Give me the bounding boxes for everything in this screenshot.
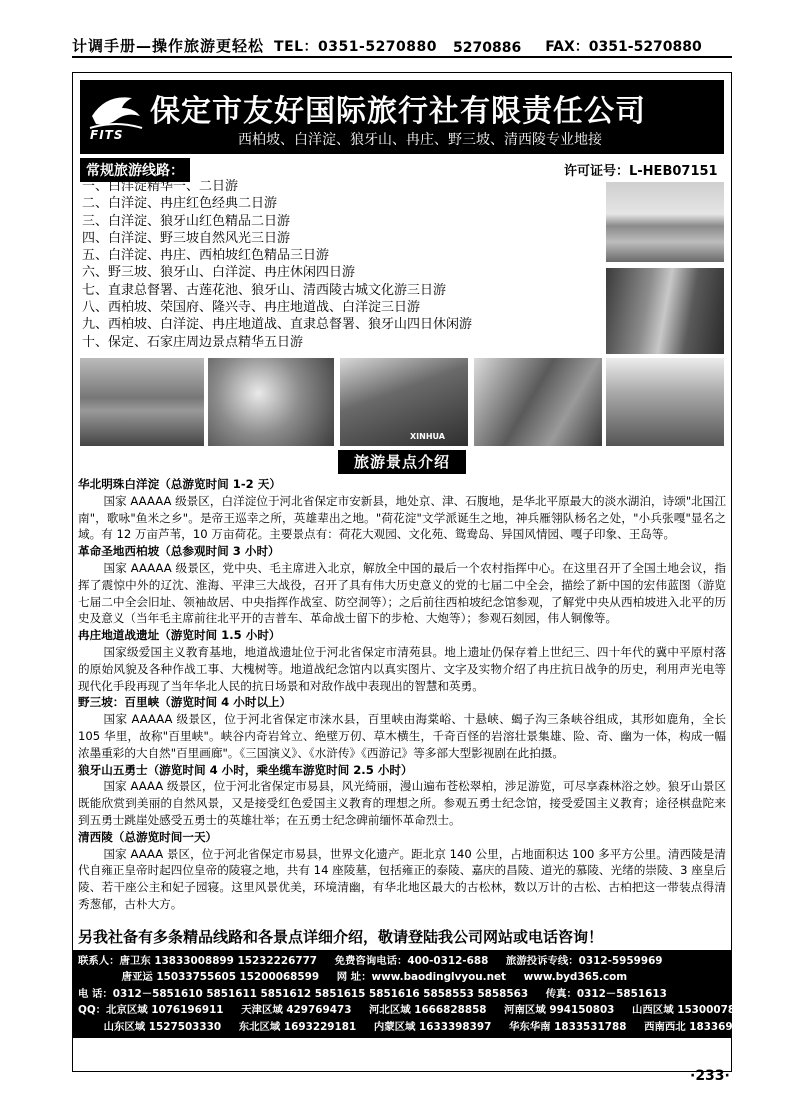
website-link-2[interactable]: www.byd365.com (523, 971, 628, 984)
route-item: 三、白洋淀、狼牙山红色精品二日游 (82, 213, 291, 229)
photo-soldiers-statue (340, 358, 468, 446)
spot-title: 冉庄地道战遗址（游览时间 1.5 小时） (78, 628, 281, 643)
route-item: 十、保定、石家庄周边景点精华五日游 (82, 334, 304, 350)
contact-box (72, 950, 762, 1038)
header-slogan: 计调手册—操作旅游更轻松 (72, 37, 265, 55)
spot-list (78, 476, 726, 913)
header-tel: TEL：0351-5270880 (274, 39, 438, 55)
spot-description: 国家 AAAAA 级景区，白洋淀位于河北省保定市安新县，地处京、津、石腹地，是华北平原最大的淡水湖泊，诗颂"北国江南"，歌咏"鱼米之乡"。是帝王巡幸之所，英雄辈出之地。"荷花淀"文学派诞生之地，神兵雁翎队杨名之处，"小兵张嘎"显名之域。有 12 万亩芦苇，10 万亩荷花。主要景点有：荷花大观园、文化苑、鸳鸯岛、异国风情园、嘎子印象、王岛等。 (78, 493, 726, 542)
contact-row (78, 1002, 750, 1018)
company-subtitle: 西柏坡、白洋淀、狼牙山、冉庄、野三坡、清西陵专业地接 (238, 132, 602, 148)
spot-description: 国家 AAAA 级景区，位于河北省保定市易县，风光绮丽，漫山遍布苍松翠柏，涉足游览，可尽享森林浴之妙。狼牙山景区既能欣赏到美丽的自然风景，又是接受红色爱国主义教育的理想之所。参观五勇士纪念馆，接受爱国主义教育；途径棋盘陀来到五勇士跳崖处感受五勇士的英雄壮举；在五勇士纪念碑前缅怀革命烈士。 (78, 779, 726, 827)
fax-number: 传真：0312－5851613 (545, 987, 667, 1000)
contact-person-2: 唐亚运 15033755605 15200068599 (121, 971, 320, 984)
spot-description: 国家 AAAAA 级景区，位于河北省保定市涞水县，百里峡由海棠峪、十悬峡、蝎子沟三条峡谷组成，其形如鹿角，全长 105 华里，故称"百里峡"。峡谷内奇岩耸立、绝壁万仞、草木横生，千奇百怪的岩溶壮景集雄、险、奇、幽为一体，构成一幅浓墨重彩的大自然"百里画廊"。《三国演义》、《水浒传》《西游记》等多部大型影视剧在此拍摄。 (78, 712, 726, 760)
qq-region: 天津区域 429769473 (241, 1004, 352, 1017)
complaint-line: 旅游投诉专线：0312-5959969 (505, 955, 663, 967)
spot-description: 国家级爱国主义教育基地，地道战遗址位于河北省保定市清苑县。地上遗址仍保存着上世纪三、四十年代的冀中平原村落的原始风貌及各种作战工事、大槐树等。地道战纪念馆内以真实图片、文字及实物介绍了冉庄抗日战争的历史，利用声光电等现代化手段再现了当年华北人民的抗日场景和对敌作战中表现出的智慧和英勇。 (78, 644, 726, 693)
spot-title: 华北明珠白洋淀（总游览时间 1-2 天） (78, 477, 281, 491)
qq-region: 河北区域 1666828858 (369, 1004, 487, 1017)
logo-text: FITS (90, 128, 124, 142)
route-item: 六、野三坡、狼牙山、白洋淀、冉庄休闲四日游 (82, 265, 356, 281)
qq-region: 东北区域 1693229181 (238, 1020, 357, 1033)
qq-region: 河南区域 994150803 (504, 1004, 615, 1017)
contact-row (78, 969, 726, 985)
contact-row (78, 953, 726, 969)
spot-title: 狼牙山五勇士（游览时间 4 小时，乘坐缆车游览时间 2.5 小时） (78, 762, 413, 777)
route-item: 九、西柏坡、白洋淀、冉庄地道战、直隶总督署、狼牙山四日休闲游 (82, 317, 473, 333)
company-banner (80, 80, 724, 154)
spot-title: 野三坡：百里峡（游览时间 4 小时以上） (78, 695, 292, 710)
photo-leaders-group (80, 358, 204, 446)
qq-region: 山东区域 1527503330 (103, 1020, 222, 1033)
qq-region: QQ：北京区域 1076196911 (78, 1004, 224, 1017)
route-item: 七、直隶总督署、古莲花池、狼牙山、清西陵古城文化游三日游 (82, 282, 447, 298)
qq-region: 山西区域 1530007899 (632, 1004, 750, 1017)
photo-lanterns-gate (606, 358, 724, 446)
route-list (82, 178, 602, 351)
website-link[interactable]: 网 址：www.baodinglvyou.net (336, 971, 507, 984)
free-hotline: 免费咨询电话：400-0312-688 (334, 955, 489, 967)
contact-row (78, 986, 726, 1002)
photo-watermark: XINHUA (410, 432, 445, 441)
header-fax: FAX：0351-5270880 (545, 39, 702, 55)
spot-title: 革命圣地西柏坡（总参观时间 3 小时） (78, 544, 280, 559)
page-number: ·233· (690, 1068, 730, 1084)
route-item: 四、白洋淀、野三坡自然风光三日游 (82, 230, 291, 246)
license-number: 许可证号：L-HEB07151 (564, 164, 718, 179)
photo-lotus-pond (208, 358, 334, 446)
route-item: 八、西柏坡、荣国府、隆兴寺、冉庄地道战、白洋淀三日游 (82, 300, 421, 316)
company-name: 保定市友好国际旅行社有限责任公司 (150, 94, 646, 129)
spot-title: 清西陵（总游览时间一天） (78, 829, 218, 844)
more-info-notice: 另我社备有多条精品线路和各景点详细介绍，敬请登陆我公司网站或电话咨询！ (78, 928, 604, 946)
route-item: 一、白洋淀精华一、二日游 (82, 179, 239, 194)
section-title: 旅游景点介绍 (338, 450, 466, 474)
photo-old-tree (474, 358, 602, 446)
spot-description: 国家 AAAAA 级景区，党中央、毛主席进入北京，解放全中国的最后一个农村指挥中心。在这里召开了全国土地会议，指挥了震惊中外的辽沈、淮海、平津三大战役，召开了具有伟大历史意义的党的七届二中全会，描绘了新中国的宏伟蓝图（游览七届二中全会旧址、领袖故居、中央指挥作战室、防空洞等）；之后前往西柏坡纪念馆参观，了解党中央从西柏坡进入北平的历史及意义（当年毛主席前往北平开的吉普车、革命战士留下的步枪、大炮等）；参观石刻园，伟人铜像等。 (78, 560, 726, 626)
route-item: 二、白洋淀、冉庄红色经典二日游 (82, 196, 278, 212)
photo-tomb-gate (606, 182, 724, 262)
qq-region: 内蒙区域 1633398397 (373, 1020, 492, 1033)
phone-numbers: 电 话：0312－5851610 5851611 5851612 5851615 5851616 5858553 5858563 (78, 987, 529, 1000)
routes-label: 常规旅游线路： (80, 158, 190, 182)
photo-mountain-cliff (606, 268, 724, 354)
contact-row (78, 1019, 762, 1035)
route-item: 五、白洋淀、冉庄、西柏坡红色精品三日游 (82, 248, 330, 264)
contact-person: 联系人：唐卫东 13833008899 15232226777 (78, 955, 318, 967)
qq-region: 西南西北 1833690962 (644, 1020, 762, 1033)
header-bar (72, 36, 732, 58)
qq-region: 华东华南 1833531788 (508, 1020, 627, 1033)
spot-description: 国家 AAAA 景区，位于河北省保定市易县，世界文化遗产。距北京 140 公里，占地面积达 100 多平方公里。清西陵是清代自雍正皇帝时起四位皇帝的陵寝之地，共有 14 座陵墓，包括雍正的泰陵、嘉庆的昌陵、道光的慕陵、光绪的崇陵、3 座皇后陵、若干座公主和妃子园寝。这里风景优美，环境清幽，有华北地区最大的古松林，数以万计的古松、古柏把这一带装点得清秀葱郁，古朴大方。 (78, 846, 726, 911)
header-tel2: 5270886 (453, 40, 522, 56)
